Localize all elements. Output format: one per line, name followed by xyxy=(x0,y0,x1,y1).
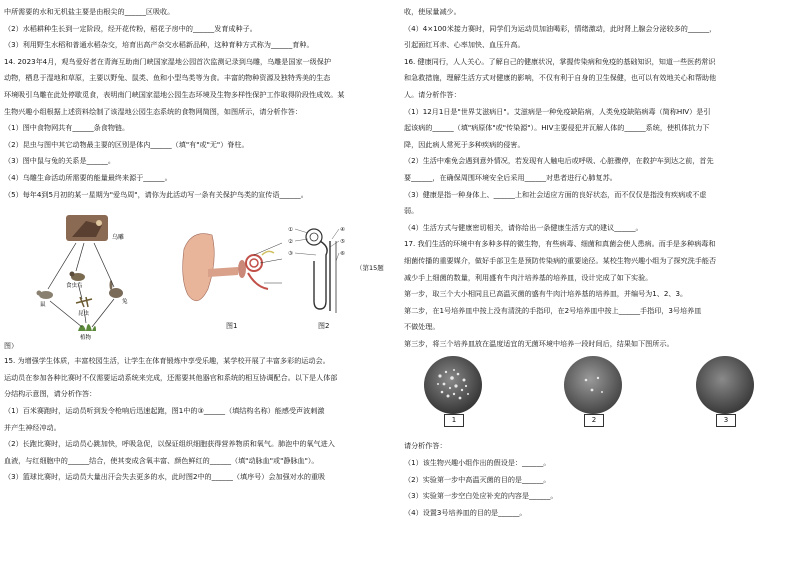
text-line: （5）每年4到5月初的某一星期为"爱鸟周"，请你为此活动写一条有关保护鸟类的宣传语______。 xyxy=(4,189,308,199)
text-line: （2）水稻耕种生长到一定阶段，经开花传粉，稻花子房中的______发育成种子。 xyxy=(4,23,257,33)
text-line: 引起面红耳赤、心率加快、血压升高。 xyxy=(404,40,525,50)
text-line: 16. 健康同行，人人关心。了解自己的健康状况，掌握传染病和免疫的基础知识，知道一些医药常识 xyxy=(404,56,716,66)
text-line: 动物，栖息于湿地和草原，主要以野兔、鼠类、鱼和小型鸟类等为食。丰富的物种资源及独特秀美的生态 xyxy=(4,73,331,83)
food-web-diagram xyxy=(26,211,156,341)
rabbit-picture xyxy=(109,280,123,298)
right-column xyxy=(404,4,790,521)
bird-picture xyxy=(70,272,86,282)
text-line: 降，因此病人常死于多种疾病的侵害。 xyxy=(404,139,525,149)
text-line: 弱。 xyxy=(404,206,419,216)
text-line: 第一步，取三个大小相同且已高温灭菌的盛有牛肉汁培养基的培养皿，并编号为1、2、3。 xyxy=(404,289,688,299)
text-line: （3）篮球比赛时，运动员大量出汗会失去更多的水，此时图2中的______（填序号）会加强对水的重吸 xyxy=(4,472,326,482)
text-line: （3）利用野生水稻和普通水稻杂交，培育出高产杂交水稻新品种，这种育种方式称为______育种。 xyxy=(4,40,314,50)
text-line: （3）实验第一步空白处应补充的内容是______。 xyxy=(404,491,558,501)
left-bottom-text xyxy=(4,353,392,486)
text-line: 17. 我们生活的环境中有多种多样的微生物，有些病毒、细菌和真菌会使人患病。而手是多种病毒和 xyxy=(404,239,716,249)
nephron-numbers xyxy=(288,227,345,257)
text-line: （4）设置3号培养皿的目的是______。 xyxy=(404,507,527,517)
text-line: （4）乌雕生命活动所需要的能量最终来源于______。 xyxy=(4,172,172,182)
text-line: 人。请分析作答： xyxy=(404,89,461,99)
text-line: 14. 2023年4月，观鸟爱好者在青海互助南门峡国家湿地公园首次监测记录到乌雕，乌雕是国家一级保护 xyxy=(4,56,331,66)
nephron-diagram xyxy=(286,221,358,321)
text-line: （2）实验第一步中高温灭菌的目的是______。 xyxy=(404,474,551,484)
text-line: （2）生活中难免会遇到意外情况，若发现有人触电后或呼吸、心脏骤停，在救护车到达之前，首先 xyxy=(404,156,714,166)
dish-3-label: 3 xyxy=(716,414,736,427)
svg-text:④: ④ xyxy=(340,227,345,234)
dish-2-label: 2 xyxy=(584,414,604,427)
text-line: 生物兴趣小组根据上述资料绘制了该湿地公园生态系统的食物网简图，如图所示，请分析作答： xyxy=(4,106,302,116)
dish-1-label: 1 xyxy=(444,414,464,427)
text-line: （2）长跑比赛时，运动员心跳加快，呼吸急促，以保证组织细胞获得营养物质和氧气。肺泡中的氧气进入 xyxy=(4,439,335,449)
figure-note: （第15题 xyxy=(356,264,384,273)
text-line: 细菌传播的重要媒介，做好手部卫生是预防传染病的重要途径。某校生物兴趣小组为了探究洗手能否 xyxy=(404,255,717,265)
text-line: 并产生神经冲动。 xyxy=(4,422,61,432)
svg-text:②: ② xyxy=(288,239,293,246)
text-line: 中所需要的水和无机盐主要是由根尖的______区吸收。 xyxy=(4,7,175,16)
text-line: 第二步，在1号培养皿中按上没有清洗的手指印，在2号培养皿中按上______手指印，3号培养皿 xyxy=(404,305,702,315)
svg-text:③: ③ xyxy=(288,251,293,258)
text-line: 不做处理。 xyxy=(404,322,440,332)
insect-label: 昆虫 xyxy=(78,311,90,318)
text-line: （3）健康是指一种身体上、______上和社会适应方面的良好状态，而不仅仅是指没有疾病或不虚 xyxy=(404,189,707,199)
mouse-label: 鼠 xyxy=(40,302,46,309)
svg-text:⑤: ⑤ xyxy=(340,239,345,246)
text-line: （3）图中鼠与兔的关系是______。 xyxy=(4,156,115,166)
text-line: 起该病的______（填"病原体"或"传染源"）。HIV主要侵犯并瓦解人体的______系统，使机体抗力下 xyxy=(404,123,710,133)
insect-picture xyxy=(76,297,92,307)
figure2-caption: 图2 xyxy=(318,322,330,331)
text-line: 要______，在确保周围环境安全后采用______对患者进行心肺复苏。 xyxy=(404,172,617,182)
text-line: （1）图中食物网共有______条食物链。 xyxy=(4,123,130,133)
petri-dish-2 xyxy=(564,356,622,414)
petri-dish-3 xyxy=(696,356,754,414)
text-line: 和急救措施，理解生活方式对健康的影响，不仅有利于自身的卫生保健，也可以有效地关心和帮助他 xyxy=(404,73,717,83)
left-top-text xyxy=(4,4,392,203)
left-column xyxy=(4,4,392,486)
text-line: （1）该生物兴趣小组作出的假设是：______。 xyxy=(404,458,551,468)
eagle-label: 乌雕 xyxy=(112,234,125,242)
eagle-picture xyxy=(66,215,108,241)
colonies-dish-2 xyxy=(564,356,622,414)
text-line: （4）4×100米接力赛时，同学们为运动员加油喝彩，情绪激动，此时肾上腺会分泌较多的______， xyxy=(404,23,717,33)
petri-dish-photos xyxy=(404,354,790,434)
figure-note-end: 图） xyxy=(4,342,18,351)
text-line: 第三步，将三个培养皿放在温度适宜的无菌环境中培养一段时间后，结果如下图所示。 xyxy=(404,338,674,348)
right-top-text xyxy=(404,4,790,352)
text-line: 运动员在参加各种比赛时不仅需要运动系统来完成，还需要其他器官和系统的相互协调配合。以下是人体部 xyxy=(4,372,338,382)
rabbit-label: 兔 xyxy=(122,299,128,306)
text-line: 环境吸引乌雕在此处停歇觅食，表明南门峡国家湿地公园生态环境及生物多样性保护工作取得阶段性成效。某 xyxy=(4,89,345,99)
bird-label: 食虫鸟 xyxy=(66,283,83,290)
ear-structure-diagram xyxy=(178,229,288,319)
colonies-dish-1 xyxy=(424,356,482,414)
text-line: （4）生活方式与健康密切相关，请你给出一条健康生活方式的建议______。 xyxy=(404,222,643,232)
plant-label: 植物 xyxy=(80,335,92,342)
mouse-picture xyxy=(37,291,54,300)
text-line: 收，使尿量减少。 xyxy=(404,7,461,16)
text-line: （1）12月1日是"世界艾滋病日"。艾滋病是一种免疫缺陷病，人类免疫缺陷病毒（简称HIV）是引 xyxy=(404,106,711,116)
figures-area xyxy=(4,203,392,353)
text-line: 15. 为增强学生体质，丰富校园生活，让学生在体育锻炼中享受乐趣，某学校开展了丰富多彩的运动会。 xyxy=(4,356,330,366)
text-line: 分结构示意图，请分析作答： xyxy=(4,389,97,399)
figure1-caption: 图1 xyxy=(226,322,238,331)
text-line: （2）昆虫与图中其它动物最主要的区别是体内______（填"有"或"无"）脊柱。 xyxy=(4,139,249,149)
text-line: 减少手上细菌的数量，利用盛有牛肉汁培养基的培养皿，设计完成了如下实验。 xyxy=(404,272,653,282)
svg-text:①: ① xyxy=(288,227,293,234)
right-bottom-text xyxy=(404,438,790,521)
text-line: 请分析作答： xyxy=(404,441,447,451)
text-line: 血液，与红细胞中的______结合，使其变成含氧丰富、颜色鲜红的______（填"动脉血"或"静脉血"）。 xyxy=(4,455,319,465)
petri-dish-1 xyxy=(424,356,482,414)
svg-text:⑥: ⑥ xyxy=(340,251,345,258)
text-line: （1）百米赛跑时，运动员听到发令枪响后迅速起跑，图1中的③______（填结构名称）能感受声波刺激 xyxy=(4,405,325,415)
